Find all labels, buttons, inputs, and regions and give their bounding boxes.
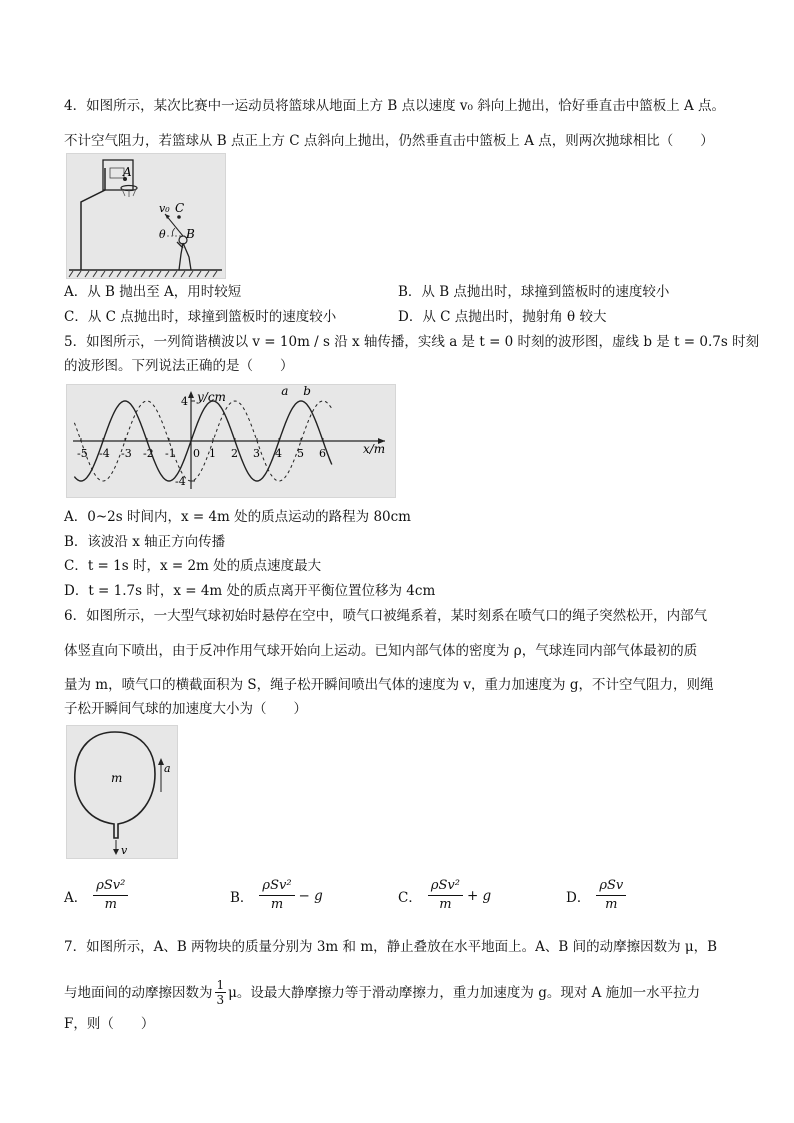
- q6-option-d-label: D．: [566, 889, 591, 906]
- y-axis-label: y/cm: [197, 390, 226, 404]
- q7-fraction: [215, 978, 227, 1007]
- x-tick-label-9: 4: [275, 447, 282, 460]
- velocity-label: v₀: [159, 202, 170, 215]
- q4-basketball-figure: [66, 153, 226, 279]
- q6-option-d-denominator: m: [605, 897, 618, 912]
- q7-stem-line2: [64, 978, 700, 1007]
- q7-stem-line1: 7．如图所示，A、B 两物块的质量分别为 3m 和 m，静止叠放在水平地面上。A、B 间的动摩擦因数为 μ，B: [64, 939, 718, 955]
- mass-label: m: [111, 771, 123, 785]
- q6-option-a[interactable]: [64, 878, 132, 913]
- q5-option-b[interactable]: B．该波沿 x 轴正方向传播: [64, 534, 226, 550]
- q6-stem-line3: 量为 m，喷气口的横截面积为 S，绳子松开瞬间喷出气体的速度为 v，重力加速度为 g，不计空气阻力，则绳: [64, 677, 714, 693]
- q6-option-d-fraction: [596, 878, 626, 913]
- q6-option-a-label: A．: [64, 889, 88, 906]
- gas-velocity-label: v: [121, 844, 128, 857]
- point-c-dot: [177, 215, 181, 219]
- q6-stem-line4: 子松开瞬间气球的加速度大小为（ ）: [64, 701, 307, 717]
- wave-label-b: b: [303, 385, 311, 398]
- x-tick-label-5: 0: [193, 447, 200, 460]
- q6-option-c-label: C．: [398, 889, 422, 906]
- x-tick-label-2: -3: [121, 447, 132, 460]
- gas-arrowhead: [113, 849, 119, 855]
- q4-basketball-svg: [67, 154, 225, 278]
- q6-option-c-denominator: m: [439, 897, 452, 912]
- q4-option-d[interactable]: D．从 C 点抛出时，抛射角 θ 较大: [398, 309, 607, 325]
- q6-option-c-numerator: ρSv²: [428, 878, 463, 896]
- y-axis-arrowhead: [188, 391, 194, 398]
- q6-option-d-numerator: ρSv: [596, 878, 626, 896]
- q5-option-d[interactable]: D．t = 1.7s 时，x = 4m 处的质点离开平衡位置位移为 4cm: [64, 583, 436, 599]
- q6-balloon-svg: [67, 726, 177, 858]
- x-tick-label-10: 5: [297, 447, 304, 460]
- q6-option-a-numerator: ρSv²: [93, 878, 128, 896]
- q5-option-a[interactable]: A．0~2s 时间内，x = 4m 处的质点运动的路程为 80cm: [64, 509, 411, 525]
- x-tick-label-8: 3: [253, 447, 260, 460]
- x-tick-label-3: -2: [143, 447, 154, 460]
- q5-option-c[interactable]: C．t = 1s 时，x = 2m 处的质点速度最大: [64, 558, 322, 574]
- y-tick-label-0: 4: [181, 395, 188, 408]
- q6-option-a-fraction: [93, 878, 128, 913]
- q5-wave-figure: [66, 384, 396, 498]
- q6-option-b-fraction: [259, 878, 294, 913]
- q4-option-a[interactable]: A．从 B 抛出至 A，用时较短: [64, 284, 242, 300]
- q5-wave-chart: [67, 385, 395, 497]
- point-b-label: B: [186, 227, 195, 241]
- x-tick-label-0: -5: [77, 447, 88, 460]
- hoop-pole: [81, 168, 105, 270]
- x-tick-label-6: 1: [209, 447, 216, 460]
- q6-option-c-tail: + g: [466, 887, 492, 904]
- q6-option-b-numerator: ρSv²: [259, 878, 294, 896]
- q7-fraction-num: 1: [216, 978, 225, 992]
- y-tick-label-1: -4: [175, 475, 186, 488]
- theta-label: θ: [159, 228, 166, 241]
- q5-stem-line2: 的波形图。下列说法正确的是（ ）: [64, 358, 294, 374]
- x-tick-label-4: -1: [165, 447, 176, 460]
- q6-stem-line2: 体竖直向下喷出，由于反冲作用气球开始向上运动。已知内部气体的密度为 ρ，气球连同内部气体最初的质: [64, 643, 698, 659]
- backboard-square: [110, 168, 124, 178]
- balloon-outline: [75, 732, 155, 838]
- q7-line2-pre: 与地面间的动摩擦因数为: [64, 984, 213, 1001]
- player-figure: [177, 242, 191, 270]
- x-axis-label: x/m: [363, 442, 386, 456]
- x-tick-label-7: 2: [231, 447, 238, 460]
- ground-hatching: [69, 271, 217, 277]
- q7-line2-post: μ。设最大静摩擦力等于滑动摩擦力，重力加速度为 g。现对 A 施加一水平拉力: [228, 984, 701, 1001]
- q6-option-c[interactable]: [398, 878, 491, 913]
- point-a-label: A: [123, 165, 132, 179]
- point-c-label: C: [175, 201, 185, 215]
- x-tick-label-11: 6: [319, 447, 326, 460]
- q7-fraction-den: 3: [216, 993, 225, 1007]
- q4-option-b[interactable]: B．从 B 点抛出时，球撞到篮板时的速度较小: [398, 284, 670, 300]
- wave-label-a: a: [281, 385, 289, 398]
- q5-stem-line1: 5．如图所示，一列简谐横波以 v = 10m / s 沿 x 轴传播，实线 a 是 t = 0 时刻的波形图，虚线 b 是 t = 0.7s 时刻: [64, 334, 760, 350]
- q4-option-c[interactable]: C．从 C 点抛出时，球撞到篮板时的速度较小: [64, 309, 337, 325]
- q6-stem-line1: 6．如图所示，一大型气球初始时悬停在空中，喷气口被绳系着，某时刻系在喷气口的绳子突然松开，内部气: [64, 608, 708, 624]
- accel-label: a: [164, 762, 171, 775]
- q6-balloon-figure: [66, 725, 178, 859]
- angle-arc: [172, 228, 175, 236]
- q6-option-b-tail: − g: [298, 887, 323, 904]
- q6-option-c-fraction: [428, 878, 463, 913]
- q6-option-a-denominator: m: [104, 897, 117, 912]
- q6-option-b-denominator: m: [270, 897, 284, 912]
- q6-option-b[interactable]: [230, 878, 323, 913]
- q4-stem-line2: 不计空气阻力，若篮球从 B 点正上方 C 点斜向上抛出，仍然垂直击中篮板上 A 点，则两次抛球相比（ ）: [64, 133, 714, 149]
- q4-stem-line1: 4．如图所示，某次比赛中一运动员将篮球从地面上方 B 点以速度 v₀ 斜向上抛出，恰好垂直击中篮板上 A 点。: [64, 98, 726, 114]
- q7-stem-line3: F，则（ ）: [64, 1016, 155, 1032]
- q6-option-b-label: B．: [230, 889, 254, 906]
- q6-option-d[interactable]: [566, 878, 630, 913]
- x-tick-label-1: -4: [99, 447, 110, 460]
